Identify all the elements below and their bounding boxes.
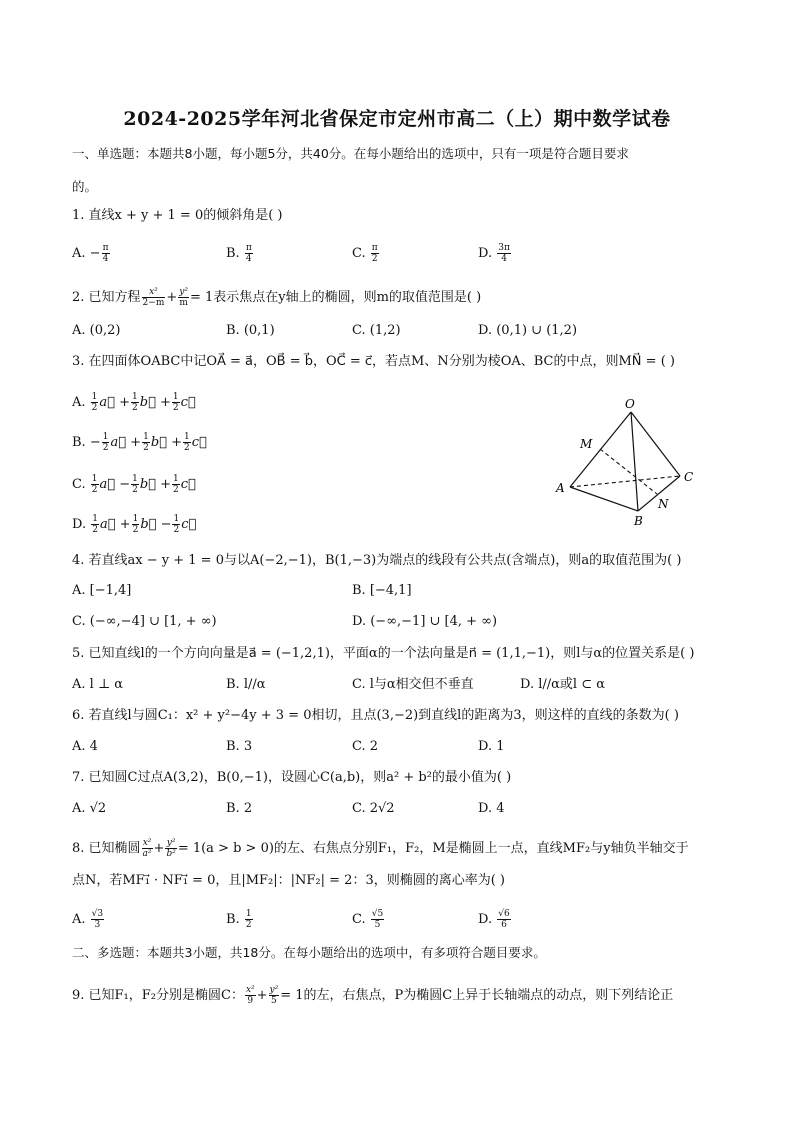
q4-option-d: D. (−∞,−1] ∪ [4, + ∞): [352, 614, 498, 629]
q2-option-b: B. (0,1): [226, 323, 275, 338]
q1-stem: 1. 直线x + y + 1 = 0的倾斜角是( ): [72, 208, 283, 223]
q3-stem: 3. 在四面体OABC中记OA⃗ = a⃗，OB⃗ = b⃗，OC⃗ = c⃗，若点M、N分别为棱OA、BC的中点，则MN⃗ = ( ): [72, 354, 675, 369]
q7-option-d: D. 4: [478, 801, 505, 816]
q3-option-a: A. $\frac{1}{2}$ a⃗ + $\frac{1}{2}$ b⃗ + $\frac{1}{2}$ c⃗: [72, 392, 196, 413]
q4-option-b: B. [−4,1]: [352, 583, 412, 598]
q2-prefix: 2. 已知方程: [72, 290, 141, 305]
q7-option-a: A. √2: [72, 801, 107, 816]
q2-option-d: D. (0,1) ∪ (1,2): [478, 323, 578, 338]
q8-option-b: B. $\frac{1}{2}$: [226, 909, 252, 930]
q4-stem: 4. 若直线ax − y + 1 = 0与以A(−2,−1)，B(1,−3)为端点的线段有公共点(含端点)，则a的取值范围为( ): [72, 553, 682, 568]
q6-option-a: A. 4: [72, 739, 98, 754]
q6-option-b: B. 3: [226, 739, 253, 754]
q8-fraction-2: $\frac{\text{y²}}{\text{b²}}$: [166, 838, 176, 859]
q9-stem: 9. 已知F₁，F₂分别是椭圆C： $\frac{\text{x²}}{9}$ + $\frac{\text{y²}}{5}$ = 1的左，右焦点，P为椭圆C上异于长轴端点的动点，则下列结论正: [72, 985, 674, 1006]
q1-option-a-label: A.: [72, 246, 86, 261]
q1-option-a-sign: −: [89, 246, 101, 261]
q9-fraction-2: $\frac{\text{y²}}{5}$: [269, 985, 279, 1006]
q1-option-a-fraction: $\frac{\pi}{4}$: [102, 243, 109, 264]
q4-option-c: C. (−∞,−4] ∪ [1, + ∞): [72, 614, 217, 629]
q6-option-d: D. 1: [478, 739, 505, 754]
label-n: N: [658, 497, 669, 511]
q1-option-c-label: C.: [352, 246, 366, 261]
tetrahedron-figure: [550, 398, 700, 530]
page-title: 2024-2025学年河北省保定市定州市高二（上）期中数学试卷: [123, 108, 671, 130]
q8-option-a: A. $\frac{√3}{3}$: [72, 909, 104, 930]
q1-option-b: [226, 243, 254, 264]
label-c: C: [684, 470, 694, 484]
edge-oc: [631, 412, 680, 476]
q7-option-b: B. 2: [226, 801, 253, 816]
q8-stem-line1: 8. 已知椭圆 $\frac{\text{x²}}{\text{a²}}$ + $\frac{\text{y²}}{\text{b²}}$ = 1(a > b > 0)的左、右焦点分别F₁，F₂，M是椭圆上一点，直线MF₂与y轴负半轴交于: [72, 838, 689, 859]
q1-option-d-fraction: $\frac{3\pi}{4}$: [498, 243, 510, 264]
q2-option-c: C. (1,2): [352, 323, 401, 338]
q5-stem: 5. 已知直线l的一个方向向量是a⃗ = (−1,2,1)，平面α的一个法向量是n⃗ = (1,1,−1)，则l与α的位置关系是( ): [72, 646, 695, 661]
q5-option-b: B. l//α: [226, 677, 266, 692]
q3-option-d: D. $\frac{1}{2}$ a⃗ + $\frac{1}{2}$ b⃗ − $\frac{1}{2}$ c⃗: [72, 514, 197, 535]
segment-mn-hidden: [600, 449, 657, 494]
q8-option-c: C. $\frac{√5}{5}$: [352, 909, 384, 930]
q1-option-c: [352, 243, 380, 264]
edge-ob: [631, 412, 638, 511]
q6-option-c: C. 2: [352, 739, 379, 754]
q1-option-c-fraction: $\frac{\pi}{2}$: [371, 243, 378, 264]
q6-stem: 6. 若直线l与圆C₁：x² + y²−4y + 3 = 0相切，且点(3,−2)到直线l的距离为3，则这样的直线的条数为( ): [72, 708, 679, 723]
q2-option-a: A. (0,2): [72, 323, 121, 338]
label-b: B: [634, 514, 643, 528]
q2-suffix: = 1表示焦点在y轴上的椭圆，则m的取值范围是( ): [189, 290, 482, 305]
label-a: A: [556, 481, 565, 495]
section-1-heading-line1: 一、单选题：本题共8小题，每小题5分，共40分。在每小题给出的选项中，只有一项是符合题目要求: [72, 146, 629, 161]
q5-option-c: C. l与α相交但不垂直: [352, 677, 474, 692]
label-o: O: [625, 398, 635, 411]
q3-option-b: B. − $\frac{1}{2}$ a⃗ + $\frac{1}{2}$ b⃗ + $\frac{1}{2}$ c⃗: [72, 432, 207, 453]
q7-stem: 7. 已知圆C过点A(3,2)，B(0,−1)，设圆心C(a,b)，则a² + b²的最小值为( ): [72, 770, 512, 785]
q1-option-a: [72, 243, 111, 264]
q5-option-d: D. l//α或l ⊂ α: [520, 677, 606, 692]
q2-fraction-2: $\frac{\text{y²}}{m}$: [179, 287, 188, 308]
q2-stem: [72, 287, 481, 308]
q1-option-d-label: D.: [478, 246, 493, 261]
q9-fraction-1: $\frac{\text{x²}}{9}$: [245, 985, 255, 1006]
q5-option-a: A. l ⊥ α: [72, 677, 124, 692]
edge-ac-hidden: [570, 476, 680, 487]
q8-option-d: D. $\frac{√6}{6}$: [478, 909, 510, 930]
section-2-heading: 二、多选题：本题共3小题，共18分。在每小题给出的选项中，有多项符合题目要求。: [72, 945, 546, 960]
q1-option-b-label: B.: [226, 246, 240, 261]
edge-ab: [570, 487, 638, 511]
q2-plus: +: [166, 290, 178, 305]
q8-fraction-1: $\frac{\text{x²}}{\text{a²}}$: [142, 838, 152, 859]
section-1-heading-line2: 的。: [72, 179, 98, 194]
label-m: M: [580, 437, 593, 451]
q1-option-d: [478, 243, 512, 264]
q8-stem-line2: 点N，若MF₁⃗ · NF₁⃗ = 0，且|MF₂|：|NF₂| = 2：3，则椭圆的离心率为( ): [72, 873, 505, 888]
q4-option-a: A. [−1,4]: [72, 583, 132, 598]
q3-option-c: C. $\frac{1}{2}$ a⃗ − $\frac{1}{2}$ b⃗ + $\frac{1}{2}$ c⃗: [72, 474, 196, 495]
q1-option-b-fraction: $\frac{\pi}{4}$: [245, 243, 252, 264]
q2-fraction-1: $\frac{\text{x²}}{2-m}$: [142, 287, 165, 308]
q7-option-c: C. 2√2: [352, 801, 395, 816]
